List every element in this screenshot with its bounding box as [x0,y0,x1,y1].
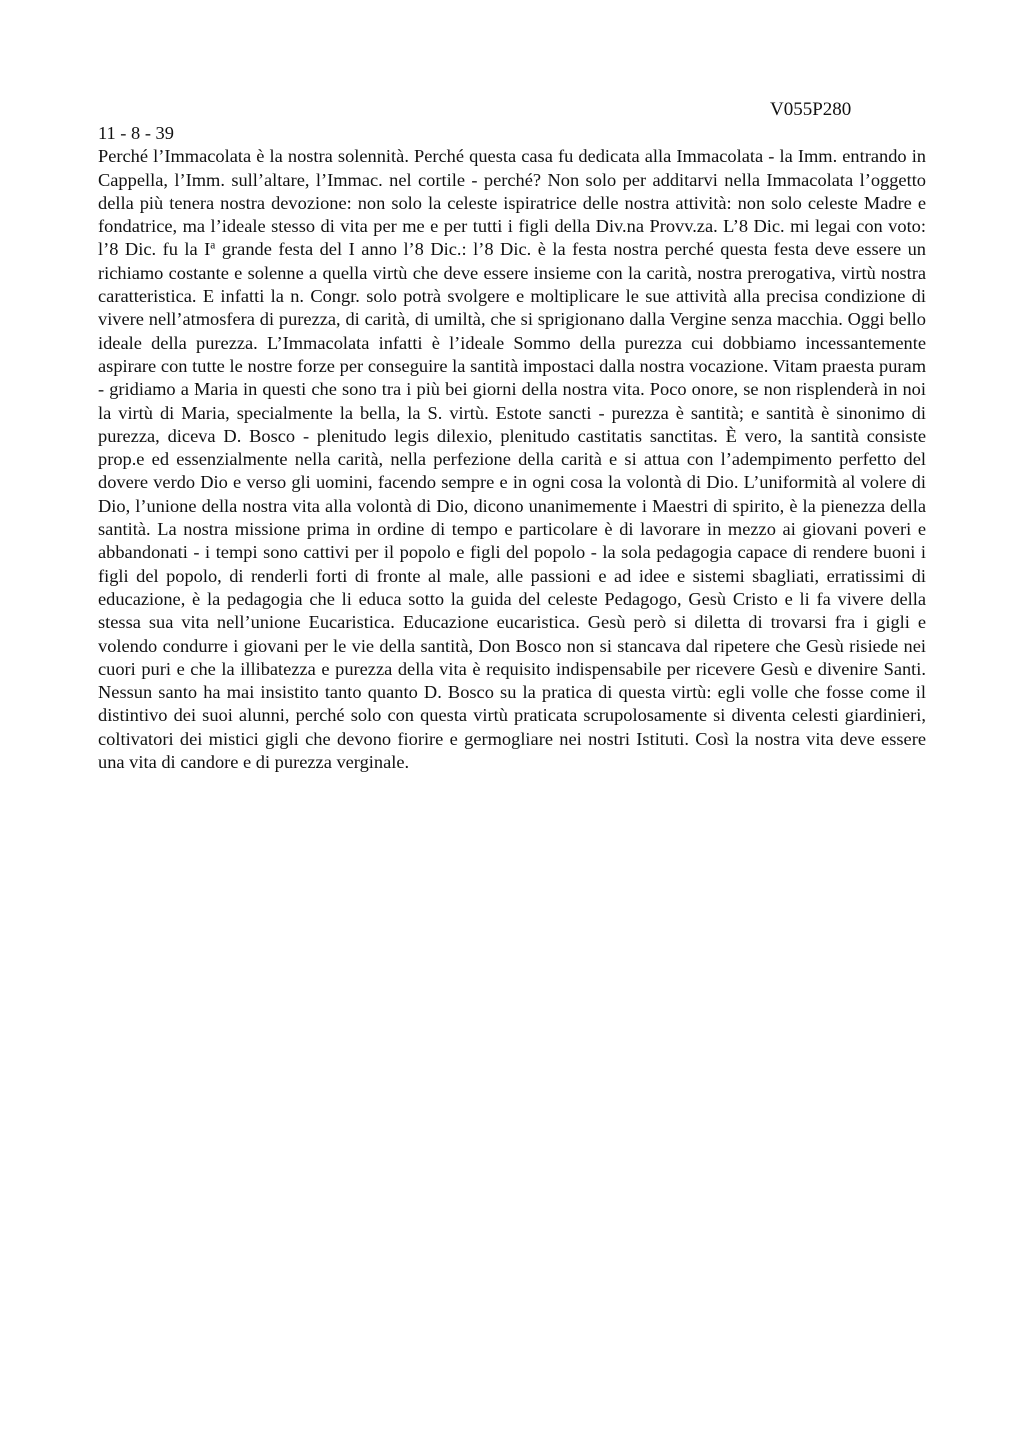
document-code: V055P280 [770,99,852,120]
document-paragraph [98,145,926,774]
document-date: 11 - 8 - 39 [98,123,174,143]
paragraph-text-part-1: Perché l’Immacolata è la nostra solennità. Perché questa casa fu dedicata alla Immacolata - la Imm. entrando in Cappella, l’Imm. sull’altare, l’Immac. nel cortile - perché? Non solo per additarvi nella Immacolata l’oggetto della più tenera nostra devozione: non solo la celeste ispiratrice delle nostra attività: non solo celeste Madre e fondatrice, ma l’ideale stesso di vita per me e per tutti i figli della Div.na Provv.za. L’8 Dic. mi legai con voto: l’8 Dic. fu la I [98,146,926,260]
document-body [98,122,926,774]
ordinal-superscript: a [210,240,216,253]
paragraph-text-part-2: grande festa del I anno l’8 Dic.: l’8 Dic. è la festa nostra perché questa festa deve essere un richiamo costante e solenne a quella virtù che deve essere insieme con la carità, nostra prerogativa, virtù nostra caratteristica. E infatti la n. Congr. solo potrà svolgere e moltiplicare le sue attività alla precisa condizione di vivere nell’atmosfera di purezza, di carità, di umiltà, che si sprigionano dalla Vergine senza macchia. Oggi bello ideale della purezza. L’Immacolata infatti è l’ideale Sommo della purezza cui dobbiamo incessantemente aspirare con tutte le nostre forze per conseguire la santità impostaci dalla nostra vocazione. Vitam praesta puram - gridiamo a Maria in questi che sono tra i più bei giorni della nostra vita. Poco onore, se non risplenderà in noi la virtù di Maria, specialmente la bella, la S. virtù. Estote sancti - purezza è santità; e santità è sinonimo di purezza, diceva D. Bosco - plenitudo legis dilexio, plenitudo castitatis sanctitas. È vero, la santità consiste prop.e ed essenzialmente nella carità, nella perfezione della carità e si attua con l’adempimento perfetto del dovere verdo Dio e verso gli uomini, facendo sempre e in ogni cosa la volontà di Dio. L’uniformità al volere di Dio, l’unione della nostra vita alla volontà di Dio, dicono unanimemente i Maestri di spirito, è la pienezza della santità. La nostra missione prima in ordine di tempo e particolare è di lavorare in mezzo ai giovani poveri e abbandonati - i tempi sono cattivi per il popolo e figli del popolo - la sola pedagogia capace di rendere buoni i figli del popolo, di renderli forti di fronte al male, alle passioni e ad idee e sistemi sbagliati, erratissimi di educazione, è la pedagogia che li educa sotto la guida del celeste Pedagogo, Gesù Cristo e li fa vivere della stessa sua vita nell’unione Eucaristica. Educazione eucaristica. Gesù però si diletta di trovarsi fra i gigli e volendo condurre i giovani per le vie della santità, Don Bosco non si stancava dal ripetere che Gesù risiede nei cuori puri e che la illibatezza e purezza della vita è requisito indispensabile per ricevere Gesù e divenire Santi. Nessun santo ha mai insistito tanto quanto D. Bosco su la pratica di questa virtù: egli volle che fosse come il distintivo dei suoi alunni, perché solo con questa virtù praticata scrupolosamente si diventa celesti giardinieri, coltivatori dei mistici gigli che devono fiorire e germogliare nei nostri Istituti. Così la nostra vita deve essere una vita di candore e di purezza verginale. [98,239,927,773]
